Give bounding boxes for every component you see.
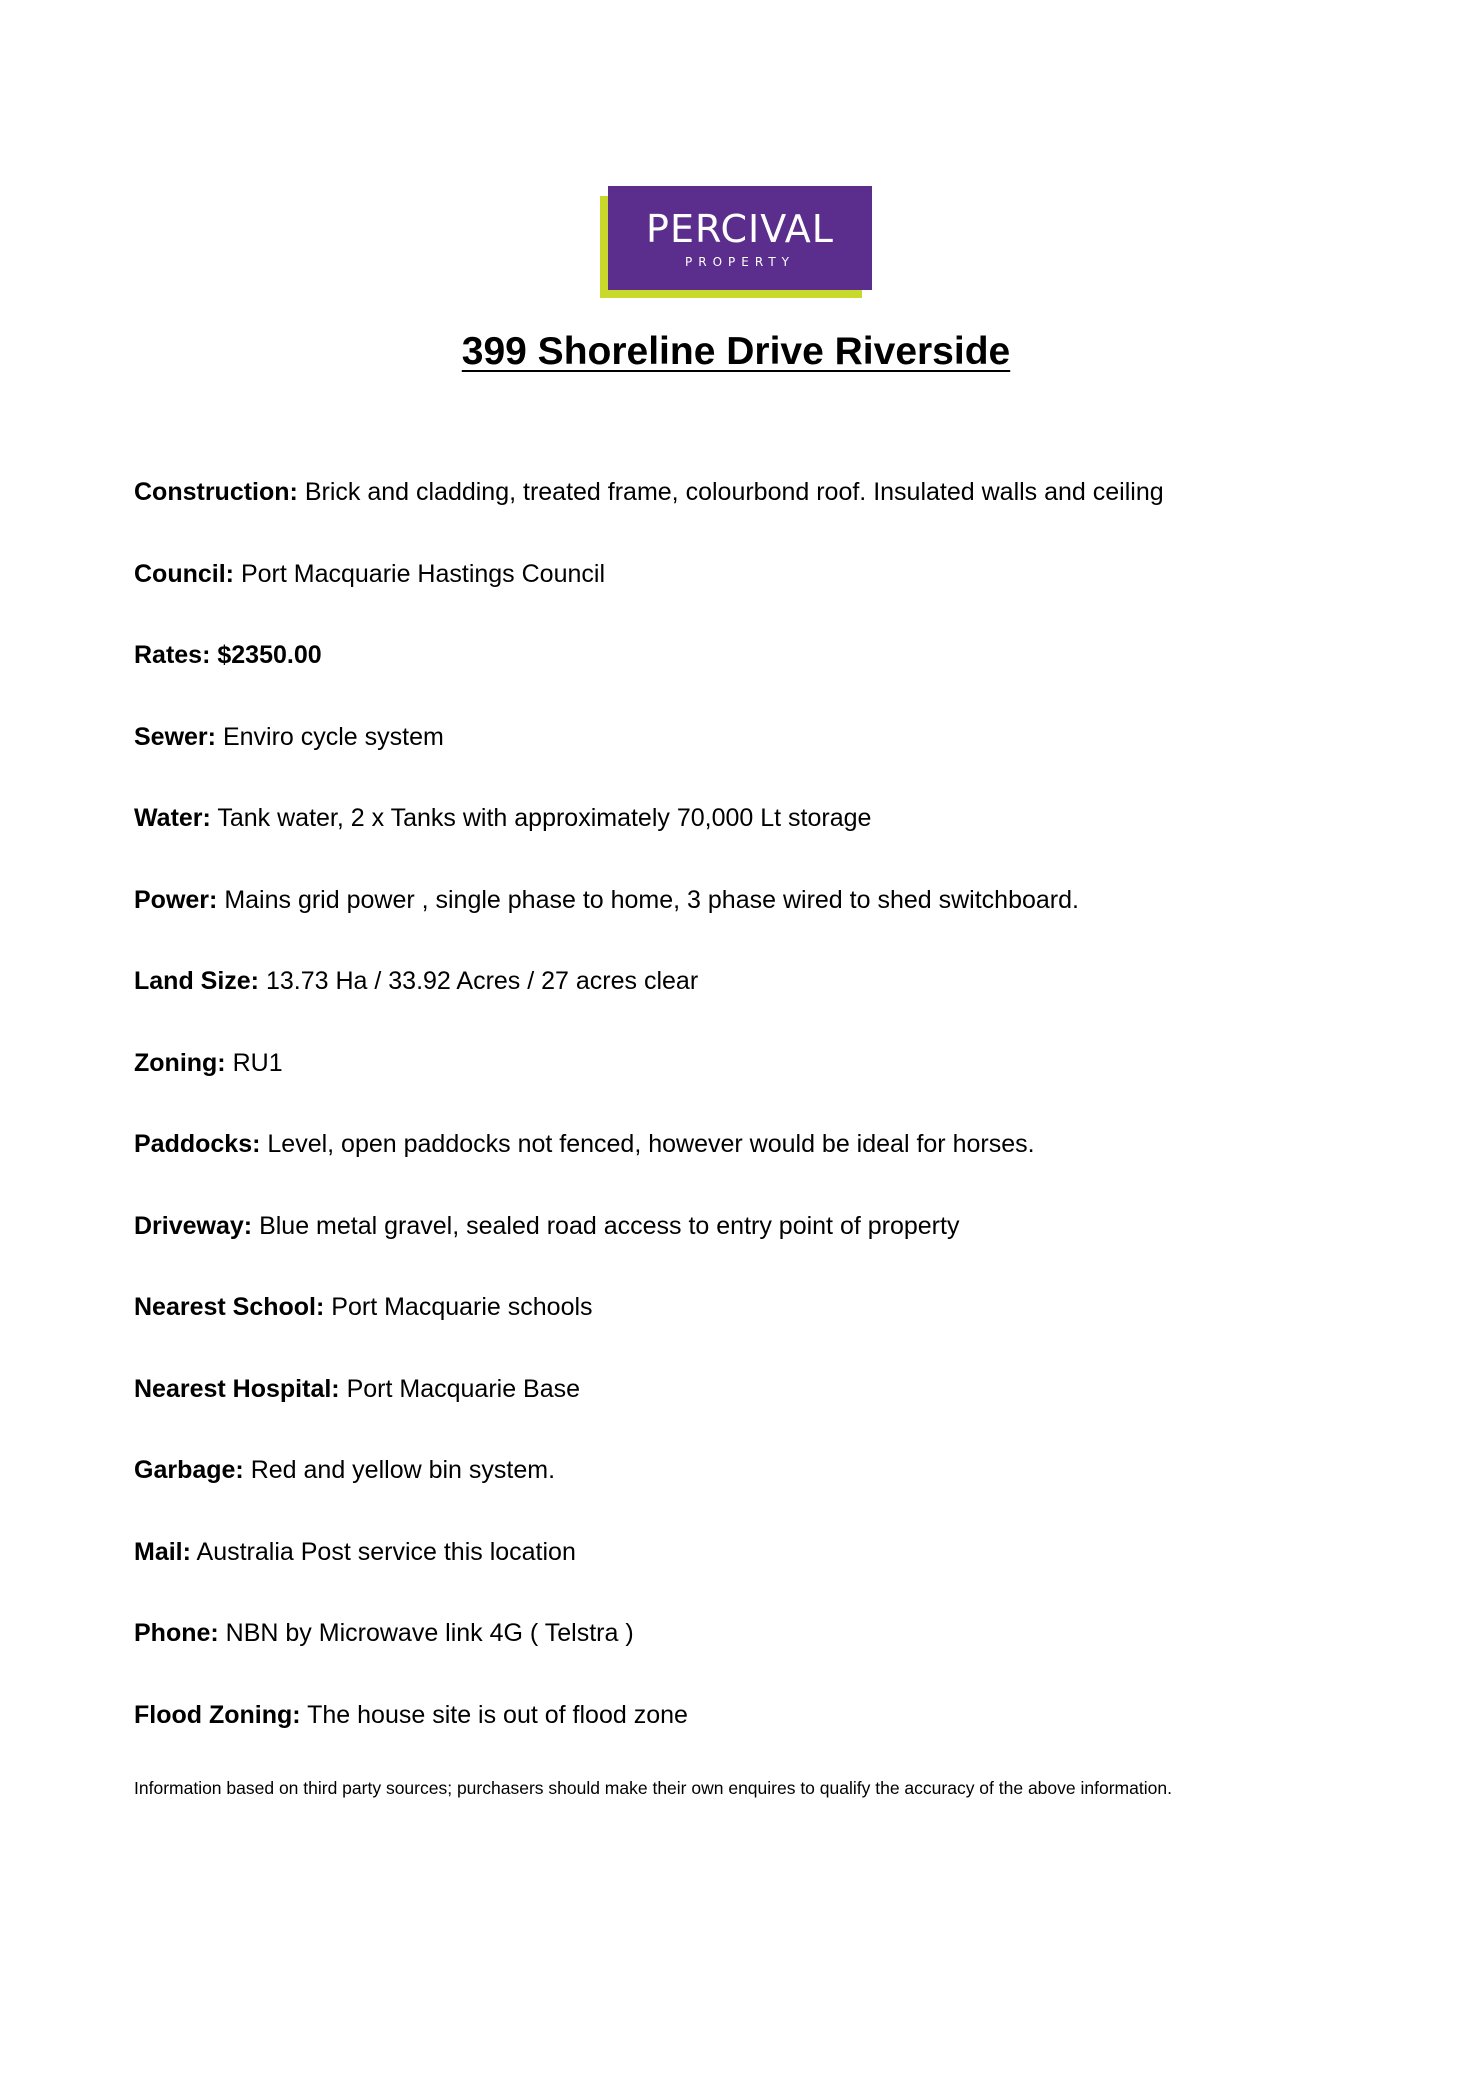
disclaimer-text: Information based on third party sources; purchasers should make their own enquires to qualify the accuracy of the above information.: [134, 1778, 1172, 1798]
logo-main-text: PERCIVAL: [646, 207, 834, 251]
property-title: 399 Shoreline Drive Riverside: [461, 330, 1011, 373]
detail-value: Red and yellow bin system.: [250, 1456, 556, 1484]
detail-value: Port Macquarie schools: [331, 1293, 593, 1321]
detail-construction: [134, 472, 1354, 554]
detail-rates: [134, 635, 1354, 717]
detail-label: Nearest School:: [134, 1293, 325, 1321]
detail-label: Zoning:: [134, 1048, 226, 1077]
detail-value: Port Macquarie Hastings Council: [240, 559, 606, 588]
detail-label: Land Size:: [134, 967, 260, 995]
detail-phone: [134, 1613, 1354, 1695]
detail-label: Phone:: [134, 1619, 219, 1647]
detail-label: Construction:: [134, 478, 298, 506]
detail-land-size: [134, 961, 1354, 1043]
detail-driveway: [134, 1206, 1354, 1288]
detail-value: RU1: [232, 1048, 283, 1077]
detail-label: Mail:: [134, 1537, 191, 1566]
detail-zoning: [134, 1043, 1354, 1125]
detail-label: Power:: [134, 885, 218, 914]
detail-paddocks: [134, 1124, 1354, 1206]
detail-value: 13.73 Ha / 33.92 Acres / 27 acres clear: [265, 967, 699, 995]
detail-label: Garbage:: [134, 1456, 244, 1484]
detail-value: Port Macquarie Base: [346, 1374, 581, 1403]
detail-value: NBN by Microwave link 4G ( Telstra ): [225, 1619, 634, 1647]
detail-value: Level, open paddocks not fenced, however would be ideal for horses.: [267, 1130, 1035, 1158]
detail-value: Enviro cycle system: [222, 722, 444, 751]
detail-label: Water:: [134, 804, 211, 832]
detail-label: Sewer:: [134, 722, 216, 751]
detail-label: Paddocks:: [134, 1130, 261, 1158]
detail-garbage: [134, 1450, 1354, 1532]
detail-mail: [134, 1532, 1354, 1614]
detail-flood-zoning: [134, 1695, 1354, 1777]
detail-value: The house site is out of flood zone: [307, 1700, 688, 1729]
property-details-list: [134, 472, 1354, 1776]
detail-value: Tank water, 2 x Tanks with approximately 70,000 Lt storage: [217, 804, 872, 832]
detail-label: Rates: $2350.00: [134, 641, 322, 669]
detail-nearest-hospital: [134, 1369, 1354, 1451]
percival-property-logo: [600, 186, 872, 298]
detail-water: [134, 798, 1354, 880]
detail-council: [134, 554, 1354, 636]
detail-label: Council:: [134, 559, 234, 588]
detail-value: Brick and cladding, treated frame, colourbond roof. Insulated walls and ceiling: [304, 478, 1164, 506]
detail-power: [134, 880, 1354, 962]
logo-box: [608, 186, 872, 290]
detail-label: Nearest Hospital:: [134, 1374, 340, 1403]
logo-sub-text: PROPERTY: [685, 255, 795, 269]
detail-value: Blue metal gravel, sealed road access to entry point of property: [259, 1211, 960, 1240]
detail-label: Flood Zoning:: [134, 1700, 301, 1729]
detail-label: Driveway:: [134, 1211, 253, 1240]
detail-value: Mains grid power , single phase to home, 3 phase wired to shed switchboard.: [224, 885, 1079, 914]
detail-nearest-school: [134, 1287, 1354, 1369]
detail-sewer: [134, 717, 1354, 799]
detail-value: Australia Post service this location: [196, 1537, 576, 1566]
